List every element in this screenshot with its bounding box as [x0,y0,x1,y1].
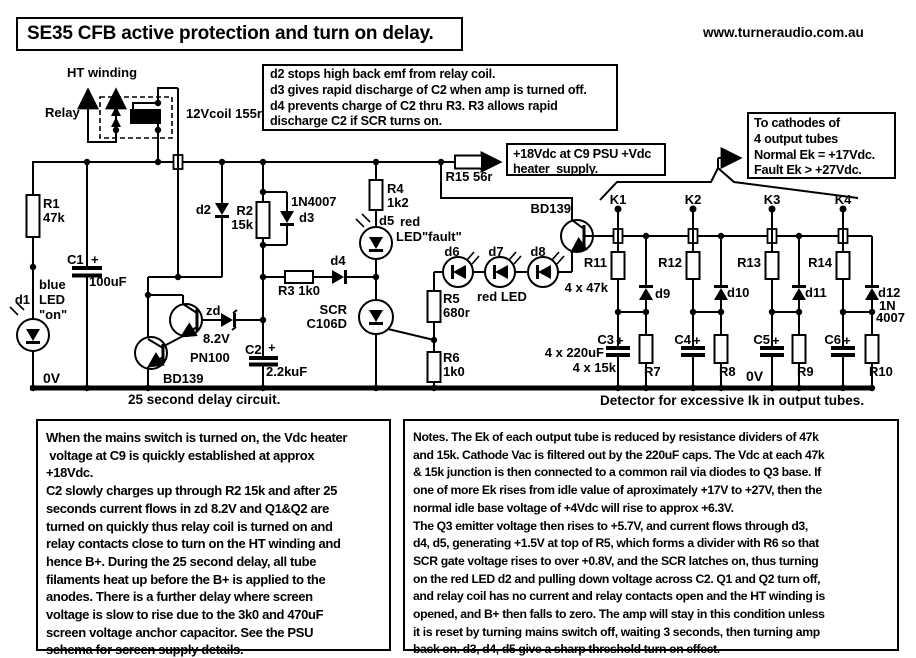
label-scr-part: C106D [306,316,347,331]
label-d3-part: 1N4007 [291,194,337,209]
label-r7: R7 [644,364,661,379]
label-c1: C1 [67,252,84,267]
label-red-led: red LED [477,289,527,304]
relay-contact [111,106,121,116]
label-d1-led: LED [39,292,65,307]
label-d2: d2 [195,202,211,217]
caption-delay-circuit: 25 second delay circuit. [128,392,281,407]
resistor-r8 [715,335,728,363]
label-r3: R3 1k0 [278,283,320,298]
label-k3: K3 [763,192,781,207]
label-d12-1n: 1N [879,298,896,313]
label-d11: d11 [805,285,827,300]
label-c6: C6 [824,332,841,347]
label-r5-value: 680r [443,305,470,320]
label-d5-red: red [400,214,421,229]
label-r6: R6 [443,350,460,365]
resistor-r6 [428,352,441,382]
label-scr: SCR [319,302,347,317]
delay-description-box: When the mains switch is turned on, the Vdc heater voltage at C9 is quickly established at approx +18Vdc. C2 slowly charges up through R2 15k and after 25 seconds current flows in zd 8.2V and Q1&Q2 are turned on quickly thus relay coil is turned on and relay contacts close to turn on the HT winding and hence B+. During the 25 second delay, all tube filaments heat up before the B+ is applied to the anodes. There is a further delay where screen voltage is slow to rise due to the 3k0 and 470uF screen voltage anchor capacitor. See the PSU schema for screen supply details. [36,419,391,651]
diode-d4 [332,270,347,284]
label-d7: d7 [488,244,504,259]
label-r10: R10 [869,364,893,379]
resistor-r15 [455,156,482,169]
label-q2: PN100 [190,350,230,365]
label-r1-value: 47k [43,210,65,225]
label-r9: R9 [797,364,814,379]
resistor-r9 [793,335,806,363]
diode-notes-box: d2 stops high back emf from relay coil. d3 gives rapid discharge of C2 when amp is turned off. d4 prevents charge of C2 thru R3. R3 allows rapid discharge C2 if SCR turns on. [262,64,618,131]
label-4x220uf: 4 x 220uF [544,345,604,360]
heater-supply-box: +18Vdc at C9 PSU +Vdc heater supply. [506,143,666,176]
transistor-q3-bd139 [561,220,593,252]
label-coil: 12Vcoil 155r [186,106,262,121]
label-r11: R11 [583,255,607,270]
label-c4: C4 [674,332,691,347]
label-r4-value: 1k2 [387,195,409,210]
label-zd-value: 8.2V [203,331,230,346]
diode-d3 [280,211,294,226]
resistor-r1 [27,195,40,237]
label-c2-value: 2.2kuF [266,364,308,379]
label-d9: d9 [655,286,671,301]
label-c1-value: 100uF [89,274,127,289]
relay-contact [111,117,121,127]
label-c3: C3 [597,332,614,347]
label-k1: K1 [609,192,627,207]
label-r1: R1 [43,196,60,211]
cathode-note-box: To cathodes of 4 output tubes Normal Ek = +17Vdc. Fault Ek > +27Vdc. [747,112,896,179]
resistor-r14 [837,252,850,279]
label-k2: K2 [684,192,702,207]
label-d5-fault: LED"fault" [396,229,462,244]
label-r6-value: 1k0 [443,364,465,379]
caption-detector: Detector for excessive Ik in output tubes. [600,393,865,408]
label-r4: R4 [387,181,404,196]
resistor-r11 [612,252,625,279]
label-0v-right: 0V [746,368,764,384]
resistor-r4 [370,180,383,210]
label-ht-winding: HT winding [67,65,138,80]
label-c3-plus: + [616,333,624,348]
label-d1: d1 [14,292,30,307]
label-d6: d6 [444,244,460,259]
resistor-r12 [687,252,700,279]
label-r8: R8 [719,364,736,379]
resistor-r7 [640,335,653,363]
label-r13: R13 [737,255,761,270]
label-4x15k: 4 x 15k [572,360,616,375]
label-d10: d10 [727,285,750,300]
page-title: SE35 CFB active protection and turn on delay. [27,23,434,44]
relay-coil [130,109,161,124]
label-d1-on: "on" [39,307,68,322]
label-r2-value: 15k [231,217,253,232]
label-4x47k: 4 x 47k [564,280,608,295]
label-relay: Relay [45,105,80,120]
diode-d9 [639,285,653,300]
resistor-r3 [285,271,313,283]
label-c1-plus: + [91,252,99,267]
label-c4-plus: + [693,333,701,348]
label-d8: d8 [530,244,546,259]
zener-zd [221,310,237,330]
ht-arrow-left [88,94,116,142]
label-d4: d4 [330,253,346,268]
label-d5: d5 [379,213,395,228]
label-r12: R12 [658,255,682,270]
page-title-box [16,17,463,51]
label-r14: R14 [808,255,832,270]
label-q3: BD139 [530,201,571,216]
diode-d10 [714,285,728,300]
resistor-r13 [766,252,779,279]
label-d12-4007: 4007 [876,310,905,325]
label-r5: R5 [443,291,460,306]
label-d1-blue: blue [39,277,66,292]
label-d12: d12 [878,285,901,300]
label-c5: C5 [753,332,770,347]
resistor-r5 [428,291,441,322]
diode-d2 [215,203,229,218]
diode-d12 [865,285,879,300]
label-c2-plus: + [268,340,276,355]
label-zd: zd [206,303,221,318]
label-r2: R2 [236,203,253,218]
diode-d11 [792,285,806,300]
scr-c106d [359,300,393,334]
label-c2: C2 [245,342,262,357]
label-r15: R15 56r [445,169,493,184]
resistor-r2 [257,202,270,238]
resistor-r10 [866,335,879,363]
label-k4: K4 [834,192,852,207]
website-link[interactable]: www.turneraudio.com.au [703,25,864,40]
label-d3: d3 [299,210,315,225]
label-c6-plus: + [843,333,851,348]
detector-notes-box: Notes. The Ek of each output tube is reduced by resistance dividers of 47k and 15k. Cathode Vac is filtered out by the 220uF caps. The Vdc at each 47k & 15k junction is then connected to a common rail via diodes to Q3 base. If one of more Ek rises from idle value of aproximately +17V to +27V, then the normal idle base voltage of +4Vdc will rise to approx +6.3V. The Q3 emitter voltage then rises to +5.7V, and current flows through d3, d4, d5, generating +1.5V at top of R5, which forms a divider with R6 so that SCR gate voltage rises to over +0.8V, and the SCR latches on, thus turning on the red LED d2 and pulling down voltage across C2. Q1 and Q2 turn off, and relay coil has no current and relay contacts open and the HT winding is opened, and B+ then falls to zero. The amp will stay in this condition unless it is reset by turning mains switch off, waiting 3 seconds, then turning amp back on. d3, d4, d5 give a sharp threshold turn on effect. [403,419,899,651]
label-0v-left: 0V [43,370,61,386]
transistor-q2-pn100 [164,304,202,346]
label-q1: BD139 [163,371,204,386]
label-c5-plus: + [772,333,780,348]
